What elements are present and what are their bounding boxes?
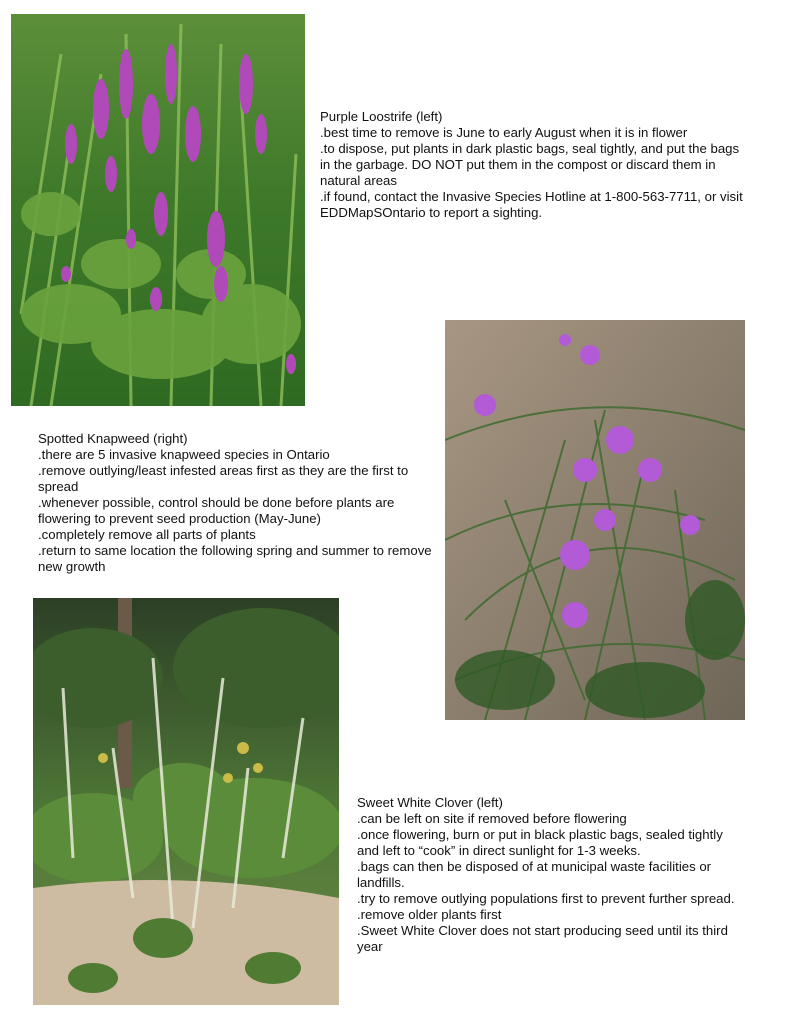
section-title: Spotted Knapweed (right) <box>38 431 188 446</box>
sweet-white-clover-notes <box>357 795 747 955</box>
note-line: .return to same location the following spring and summer to remove new growth <box>38 543 432 574</box>
purple-loosestrife-photo <box>11 14 305 406</box>
note-line: .can be left on site if removed before flowering <box>357 811 627 826</box>
purple-loosestrife-notes <box>320 109 750 221</box>
note-line: .completely remove all parts of plants <box>38 527 256 542</box>
note-line: .try to remove outlying populations first to prevent further spread. <box>357 891 735 906</box>
note-line: .remove outlying/least infested areas first as they are the first to spread <box>38 463 409 494</box>
note-line: .bags can then be disposed of at municipal waste facilities or landfills. <box>357 859 712 890</box>
note-line: .to dispose, put plants in dark plastic bags, seal tightly, and put the bags in the garbage. DO NOT put them in the compost or discard them in natural areas <box>320 141 740 188</box>
note-line: .whenever possible, control should be done before plants are flowering to prevent seed production (May-June) <box>38 495 395 526</box>
note-line: .best time to remove is June to early August when it is in flower <box>320 125 688 140</box>
note-line: .remove older plants first <box>357 907 502 922</box>
note-line: .Sweet White Clover does not start producing seed until its third year <box>357 923 728 954</box>
spotted-knapweed-photo <box>445 320 745 720</box>
note-line: .if found, contact the Invasive Species Hotline at 1-800-563-7711, or visit EDDMapSOntario to report a sighting. <box>320 189 743 220</box>
section-title: Sweet White Clover (left) <box>357 795 503 810</box>
section-title: Purple Loostrife (left) <box>320 109 443 124</box>
sweet-white-clover-photo <box>33 598 339 1005</box>
spotted-knapweed-notes <box>38 431 433 575</box>
note-line: .once flowering, burn or put in black plastic bags, sealed tightly and left to “cook” in direct sunlight for 1-3 weeks. <box>357 827 723 858</box>
note-line: .there are 5 invasive knapweed species in Ontario <box>38 447 330 462</box>
